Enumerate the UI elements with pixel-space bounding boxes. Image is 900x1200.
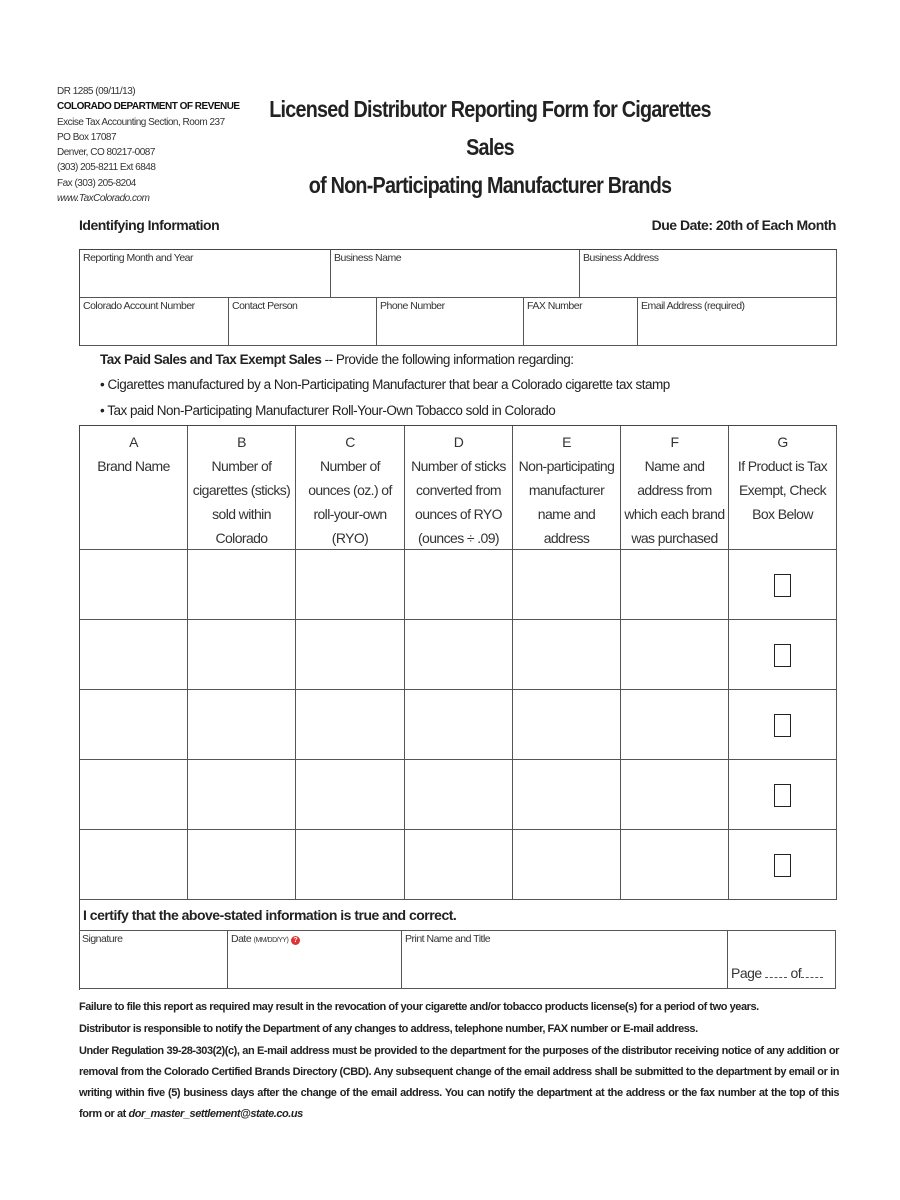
table-cell[interactable] xyxy=(296,550,405,620)
column-label: Number of sticks converted from ounces of RYO (ounces ÷ .09) xyxy=(411,458,506,546)
column-header-b xyxy=(188,426,296,550)
column-label: Non-participating manufacturer name and address xyxy=(518,458,615,546)
tax-exempt-checkbox[interactable] xyxy=(774,854,791,877)
column-label: Brand Name xyxy=(97,458,170,474)
email-link[interactable]: dor_master_settlement@state.co.us xyxy=(128,1108,303,1120)
phone-number-field[interactable]: Phone Number xyxy=(377,298,524,346)
table-cell[interactable] xyxy=(621,620,729,690)
column-letter: C xyxy=(345,434,355,450)
identifying-heading: Identifying Information xyxy=(79,217,220,233)
table-cell[interactable] xyxy=(513,760,621,830)
page-number: Page of xyxy=(728,931,836,989)
column-label: Number of cigarettes (sticks) sold within Colorado xyxy=(192,458,291,546)
table-cell[interactable] xyxy=(296,760,405,830)
table-cell[interactable] xyxy=(621,760,729,830)
table-cell[interactable] xyxy=(188,550,296,620)
reporting-month-field[interactable]: Reporting Month and Year xyxy=(80,250,331,298)
table-cell[interactable] xyxy=(80,690,188,760)
table-cell[interactable] xyxy=(80,760,188,830)
department-header xyxy=(57,84,240,206)
footer-warning: Failure to file this report as required may result in the revocation of your cigarette and/or tobacco products license(s) for a period of two years. xyxy=(79,1001,759,1013)
table-cell[interactable] xyxy=(513,550,621,620)
column-header-f xyxy=(621,426,729,550)
tax-exempt-cell[interactable] xyxy=(729,620,837,690)
column-letter: B xyxy=(237,434,246,450)
column-label: If Product is Tax Exempt, Check Box Below xyxy=(737,458,828,522)
table-cell[interactable] xyxy=(296,830,405,900)
due-date: Due Date: 20th of Each Month xyxy=(651,217,836,233)
column-letter: G xyxy=(777,434,788,450)
table-cell[interactable] xyxy=(296,690,405,760)
table-cell[interactable] xyxy=(80,830,188,900)
table-cell[interactable] xyxy=(188,760,296,830)
table-cell[interactable] xyxy=(405,550,513,620)
table-cell[interactable] xyxy=(188,690,296,760)
po-box: PO Box 17087 xyxy=(57,131,117,143)
column-letter: F xyxy=(670,434,679,450)
footer-notice: Distributor is responsible to notify the Department of any changes to address, telephone number, FAX number or E-mail address. xyxy=(79,1023,698,1035)
city: Denver, CO 80217-0087 xyxy=(57,147,155,159)
table-cell[interactable] xyxy=(80,550,188,620)
table-cell[interactable] xyxy=(621,690,729,760)
bullet-item: • Cigarettes manufactured by a Non-Participating Manufacturer that bear a Colorado cigarette tax stamp xyxy=(100,377,670,392)
bullet-item: • Tax paid Non-Participating Manufacturer Roll-Your-Own Tobacco sold in Colorado xyxy=(100,403,556,418)
column-header-e xyxy=(513,426,621,550)
business-name-field[interactable]: Business Name xyxy=(331,250,580,298)
help-icon[interactable]: ? xyxy=(291,936,300,945)
signature-field[interactable]: Signature xyxy=(79,931,228,989)
form-title xyxy=(266,90,713,204)
identifying-box xyxy=(79,249,837,346)
table-cell[interactable] xyxy=(621,550,729,620)
table-cell[interactable] xyxy=(621,830,729,900)
title-line-2: of Non-Participating Manufacturer Brands xyxy=(308,172,672,198)
column-letter: E xyxy=(562,434,571,450)
table-cell[interactable] xyxy=(513,830,621,900)
phone: (303) 205-8211 Ext 6848 xyxy=(57,162,156,174)
print-name-field[interactable]: Print Name and Title xyxy=(402,931,728,989)
tax-exempt-cell[interactable] xyxy=(729,690,837,760)
form-id: DR 1285 (09/11/13) xyxy=(57,86,136,97)
table-cell[interactable] xyxy=(513,620,621,690)
title-line-1: Licensed Distributor Reporting Form for Cigarettes Sales xyxy=(269,96,711,160)
tax-exempt-cell[interactable] xyxy=(729,830,837,900)
account-number-field[interactable]: Colorado Account Number xyxy=(80,298,229,346)
tax-exempt-checkbox[interactable] xyxy=(774,784,791,807)
contact-person-field[interactable]: Contact Person xyxy=(229,298,377,346)
table-cell[interactable] xyxy=(188,830,296,900)
business-address-field[interactable]: Business Address xyxy=(580,250,837,298)
column-header-g xyxy=(729,426,837,550)
column-letter: A xyxy=(129,434,138,450)
column-header-a xyxy=(80,426,188,550)
department-name: COLORADO DEPARTMENT OF REVENUE xyxy=(57,101,240,113)
table-cell[interactable] xyxy=(513,690,621,760)
email-field[interactable]: Email Address (required) xyxy=(638,298,837,346)
column-letter: D xyxy=(453,434,464,450)
table-cell[interactable] xyxy=(296,620,405,690)
date-field[interactable]: Date (MM/DD/YY) ? xyxy=(228,931,402,989)
table-cell[interactable] xyxy=(188,620,296,690)
tax-paid-intro: Tax Paid Sales and Tax Exempt Sales -- Provide the following information regarding: xyxy=(100,352,574,367)
table-cell[interactable] xyxy=(405,620,513,690)
tax-exempt-checkbox[interactable] xyxy=(774,644,791,667)
fax: Fax (303) 205-8204 xyxy=(57,177,136,189)
tax-exempt-checkbox[interactable] xyxy=(774,714,791,737)
fax-number-field[interactable]: FAX Number xyxy=(524,298,638,346)
column-label: Number of ounces (oz.) of roll-your-own (RYO) xyxy=(308,458,392,546)
column-header-d xyxy=(405,426,513,550)
tax-exempt-checkbox[interactable] xyxy=(774,574,791,597)
footer-regulation: Under Regulation 39-28-303(2)(c), an E-mail address must be provided to the department for the purposes of the distributor receiving notice of any addition or removal from the Colorado Certified Brands Directory (CBD). Any subsequent change of the email address shall be submitted to the department by email or in writing within five (5) business days after the change of the email address. You can notify the department at the address or the fax number at the top of this form or at dor_master_settlement@state.co.us xyxy=(79,1045,839,1120)
website: www.TaxColorado.com xyxy=(57,193,150,205)
table-cell[interactable] xyxy=(80,620,188,690)
section: Excise Tax Accounting Section, Room 237 xyxy=(57,116,225,128)
table-cell[interactable] xyxy=(405,830,513,900)
column-label: Name and address from which each brand was purchased xyxy=(624,458,725,546)
certify-statement: I certify that the above-stated information is true and correct. xyxy=(79,899,836,931)
column-header-c xyxy=(296,426,405,550)
table-cell[interactable] xyxy=(405,760,513,830)
table-cell[interactable] xyxy=(405,690,513,760)
tax-exempt-cell[interactable] xyxy=(729,550,837,620)
tax-exempt-cell[interactable] xyxy=(729,760,837,830)
